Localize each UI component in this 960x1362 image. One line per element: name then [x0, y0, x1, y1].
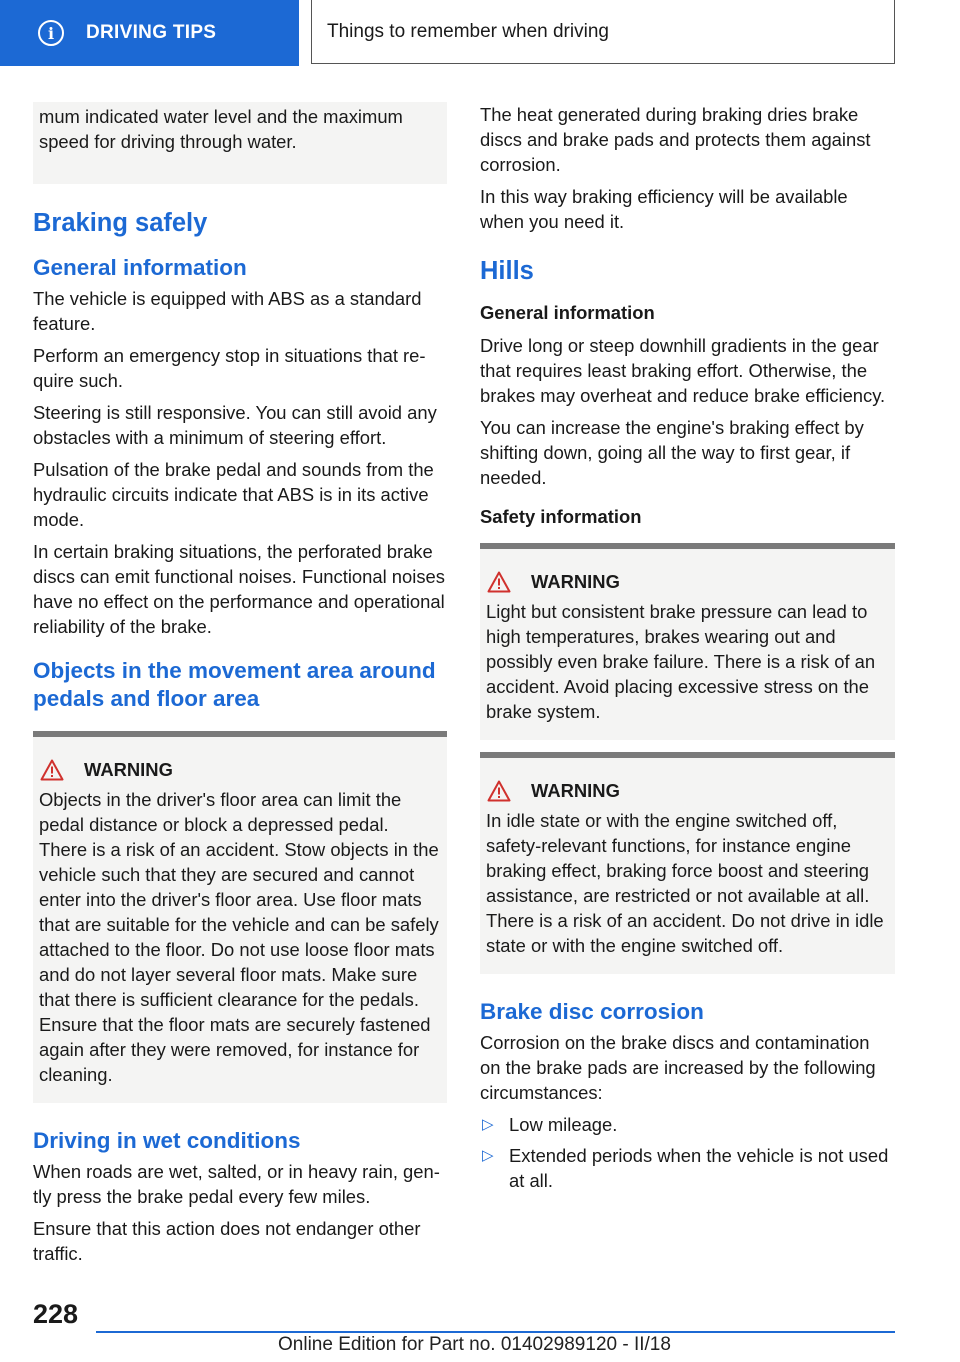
warning-title: WARNING: [531, 780, 620, 801]
section-tab-label: DRIVING TIPS: [86, 22, 217, 43]
warning-box: [480, 752, 895, 974]
paragraph: The heat generated during braking dries brake discs and brake pads and protects them against corrosion.: [480, 104, 871, 175]
paragraph: Steering is still responsive. You can still avoid any obstacles with a minimum of steering effort.: [33, 402, 437, 448]
right-column: [480, 102, 895, 1199]
paragraph: Perform an emergency stop in situations that require such.: [33, 345, 426, 391]
footer-divider: [96, 1331, 895, 1333]
subheading-driving-wet-conditions: Driving in wet conditions: [33, 1128, 301, 1153]
warning-header: [39, 757, 441, 782]
paragraph: The vehicle is equipped with ABS as a standard feature.: [33, 288, 422, 334]
warning-triangle-icon: [487, 571, 511, 593]
paragraph: In certain braking situations, the perforated brake discs can emit functional noises. Functional noises have no effect on the performance and operational reliability of the brake.: [33, 541, 445, 637]
subheading-safety-information: Safety information: [480, 506, 642, 527]
paragraph: Ensure that this action does not endanger other traffic.: [33, 1218, 421, 1264]
list-item: [480, 1112, 895, 1137]
paragraph: Corrosion on the brake discs and contamination on the brake pads are increased by the following circumstances:: [480, 1032, 876, 1103]
intro-note-text: mum indicated water level and the maximum speed for driving through water.: [39, 106, 403, 152]
info-icon: i: [38, 20, 64, 46]
page-number: 228: [33, 1299, 79, 1329]
warning-header: [486, 778, 889, 803]
paragraph: You can increase the engine's braking effect by shifting down, going all the way to first gear, if needed.: [480, 417, 864, 488]
warning-text: Objects in the driver's floor area can limit the pedal distance or block a depressed pedal. There is a risk of an accident. Stow objects in the vehicle such that they are secured and cannot enter into the driver's floor area. Use floor mats that are suitable for the vehicle and can be safely attached to the floor. Do not use loose floor mats and do not layer several floor mats. Make sure that there is sufficient clearance for the pedals. Ensure that the floor mats are securely fastened again after they were removed, for instance for cleaning.: [39, 789, 439, 1085]
warning-header: [486, 569, 889, 594]
list-item: [480, 1143, 895, 1193]
warning-box: [480, 543, 895, 740]
subheading-general-information: General information: [33, 255, 247, 280]
warning-box: [33, 731, 447, 1103]
triangle-bullet-icon: ▷: [482, 1147, 494, 1164]
warning-title: WARNING: [84, 759, 173, 780]
subheading-objects-movement-area: Objects in the movement area around pedals and floor area: [33, 658, 436, 711]
left-column: [33, 102, 447, 1273]
section-heading-braking-safely: Braking safely: [33, 209, 208, 237]
triangle-bullet-icon: ▷: [482, 1116, 494, 1133]
warning-triangle-icon: [40, 759, 64, 781]
warning-text: In idle state or with the engine switched off, safety-relevant functions, for instance engine braking effect, braking force boost and steering assistance, are restricted or not available at all. There is a risk of an accident. Do not drive in idle state or with the engine switched off.: [486, 810, 884, 956]
paragraph: In this way braking efficiency will be available when you need it.: [480, 186, 848, 232]
edition-info: Online Edition for Part no. 01402989120 - II/18: [278, 1334, 671, 1355]
warning-triangle-icon: [487, 780, 511, 802]
warning-title: WARNING: [531, 571, 620, 592]
chapter-title: Things to remember when driving: [311, 0, 895, 64]
paragraph: When roads are wet, salted, or in heavy rain, gently press the brake pedal every few miles.: [33, 1161, 440, 1207]
paragraph: Drive long or steep downhill gradients in the gear that requires least braking effort. Otherwise, the brakes may overheat and reduce brake efficiency.: [480, 335, 886, 406]
section-tab: [0, 0, 299, 66]
list-item-text: Extended periods when the vehicle is not used at all.: [509, 1145, 889, 1191]
subheading-general-information: General information: [480, 302, 655, 323]
intro-note-box: [33, 102, 447, 184]
subheading-brake-disc-corrosion: Brake disc corrosion: [480, 999, 704, 1024]
bullet-list: [480, 1112, 895, 1193]
section-heading-hills: Hills: [480, 257, 534, 285]
paragraph: Pulsation of the brake pedal and sounds from the hydraulic circuits indicate that ABS is in its active mode.: [33, 459, 434, 530]
warning-text: Light but consistent brake pressure can lead to high temperatures, brakes wearing out and possibly even brake failure. There is a risk of an accident. Avoid placing excessive stress on the brake system.: [486, 601, 876, 722]
list-item-text: Low mileage.: [509, 1114, 618, 1135]
